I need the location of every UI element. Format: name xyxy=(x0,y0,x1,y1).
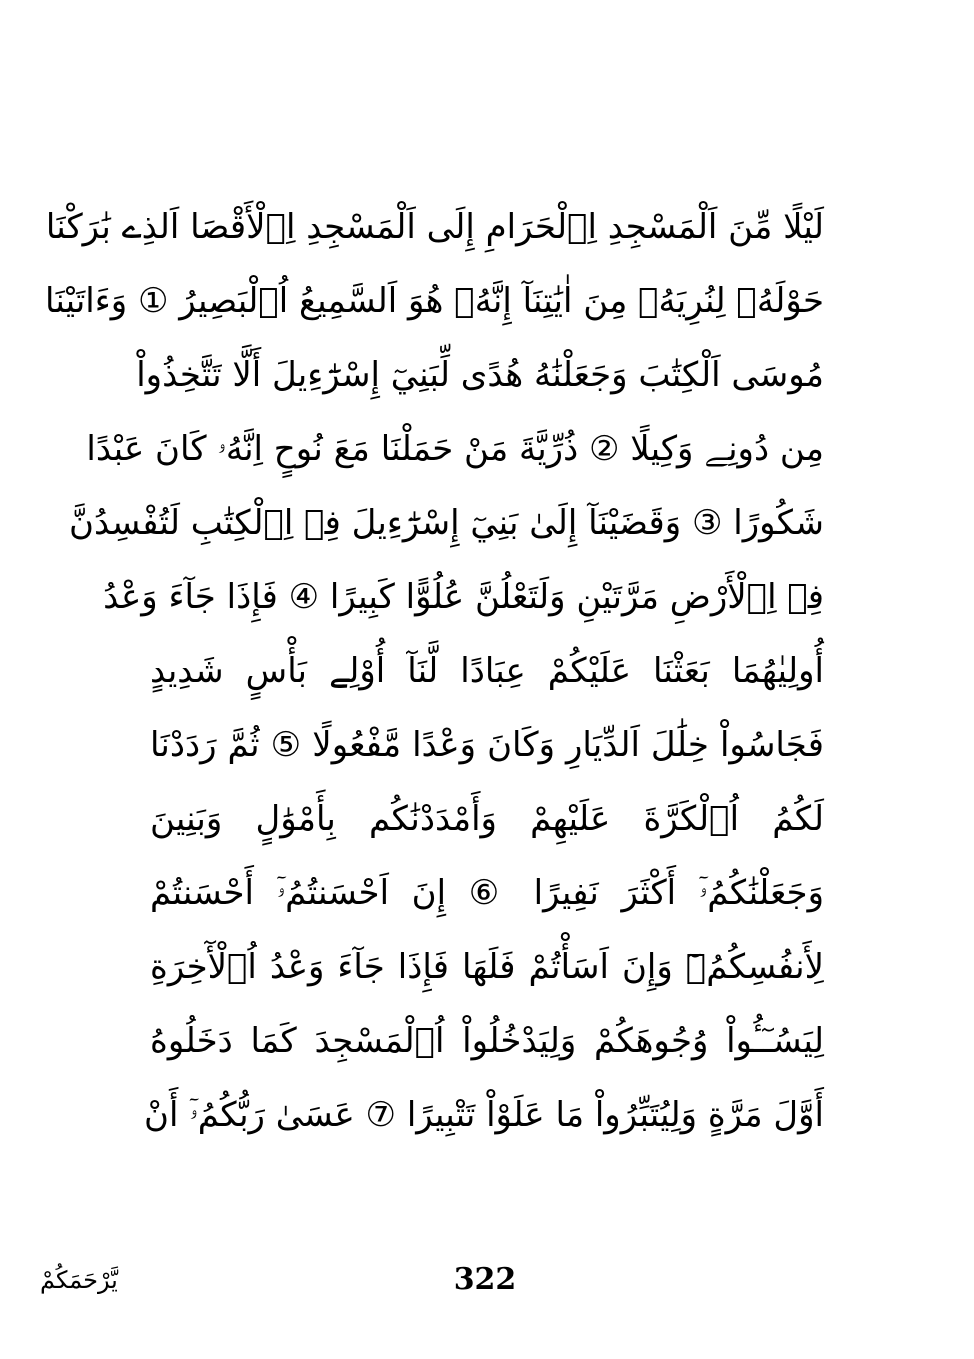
text-line-12: لِيَسُـٓـُٔواْ وُجُوهَكُمْ وَلِيَدْخُلُواْ اُ۬لْمَسْجِدَ كَمَا دَخَلُوهُ xyxy=(150,1021,824,1061)
text-line-7: أُولِيٰهُمَا بَعَثْنَا عَلَيْكُمْ عِبَادًا لَّنَآ أُوْلِے بَأْسٍ شَدِيدٍ xyxy=(150,651,824,691)
text-line-11: لِأَنفُسِكُمُۥٓ وَإِنَ اَسَأْتُمْ فَلَهَا فَإِذَا جَآءَ وَعْدُ اُ۬لْأٓخِرَةِ xyxy=(150,947,824,987)
text-line-1: لَيْلًا مِّنَ اَلْمَسْجِدِ اِ۬لْحَرَامِ إِلَى اَلْمَسْجِدِ اِ۬لْأَقْصَا اَلذِے بَٰرَكْنَا xyxy=(45,207,824,247)
text-line-10: وَجَعَلْنَٰكُمُۥٓ أَكْثَرَ نَفِيرًا ⑥ إِنَ اَحْسَنتُمُۥٓ أَحْسَنتُمْ xyxy=(150,873,824,913)
quran-text-block xyxy=(44,196,824,1156)
text-line-13: أَوَّلَ مَرَّةٍ وَلِيُتَبِّرُواْ مَا عَلَوْاْ تَتْبِيرًا ⑦ عَسَىٰ رَبُّكُمُۥٓ أَنْ xyxy=(143,1095,824,1135)
catchword: يَّرْحَمَكُمْ xyxy=(40,1266,118,1294)
text-line-4: مِن دُونِے وَكِيلًا ② ذُرِّيَّةَ مَنْ حَمَلْنَا مَعَ نُوحٍ اِنَّهُۥ كَانَ عَبْدًا xyxy=(86,429,824,469)
text-line-3: مُوسَى اَلْكِتَٰبَ وَجَعَلْنَٰهُ هُدًى لِّبَنِيٓ إِسْرَٰٓءِيلَ أَلَّا تَتَّخِذُواْ xyxy=(136,355,824,395)
text-line-8: فَجَاسُواْ خِلَٰلَ اَلدِّيَارِ وَكَانَ وَعْدًا مَّفْعُولًا ⑤ ثُمَّ رَدَدْنَا xyxy=(150,725,824,765)
page-number: 322 xyxy=(453,1262,517,1297)
text-line-9: لَكُمُ اُ۬لْكَرَّةَ عَلَيْهِمْ وَأَمْدَدْنَٰكُم بِأَمْوَٰلٍ وَبَنِينَ xyxy=(150,799,824,839)
text-line-6: فِے اِ۬لْأَرْضِ مَرَّتَيْنِ وَلَتَعْلُنَّ عُلُوًّا كَبِيرًا ④ فَإِذَا جَآءَ وَعْدُ xyxy=(103,577,824,617)
text-line-5: شَكُورًا ③ وَقَضَيْنَآ إِلَىٰ بَنِيٓ إِسْرَٰٓءِيلَ فِے اِ۬لْكِتَٰبِ لَتُفْسِدُنَّ xyxy=(68,503,824,543)
text-line-2: حَوْلَهُۥ لِنُرِيَهُۥ مِنَ اٰيَٰتِنَآ إِنَّهُۥ هُوَ اَلسَّمِيعُ اُ۬لْبَصِيرُ ① وَءَاتَيْنَا xyxy=(44,281,824,321)
